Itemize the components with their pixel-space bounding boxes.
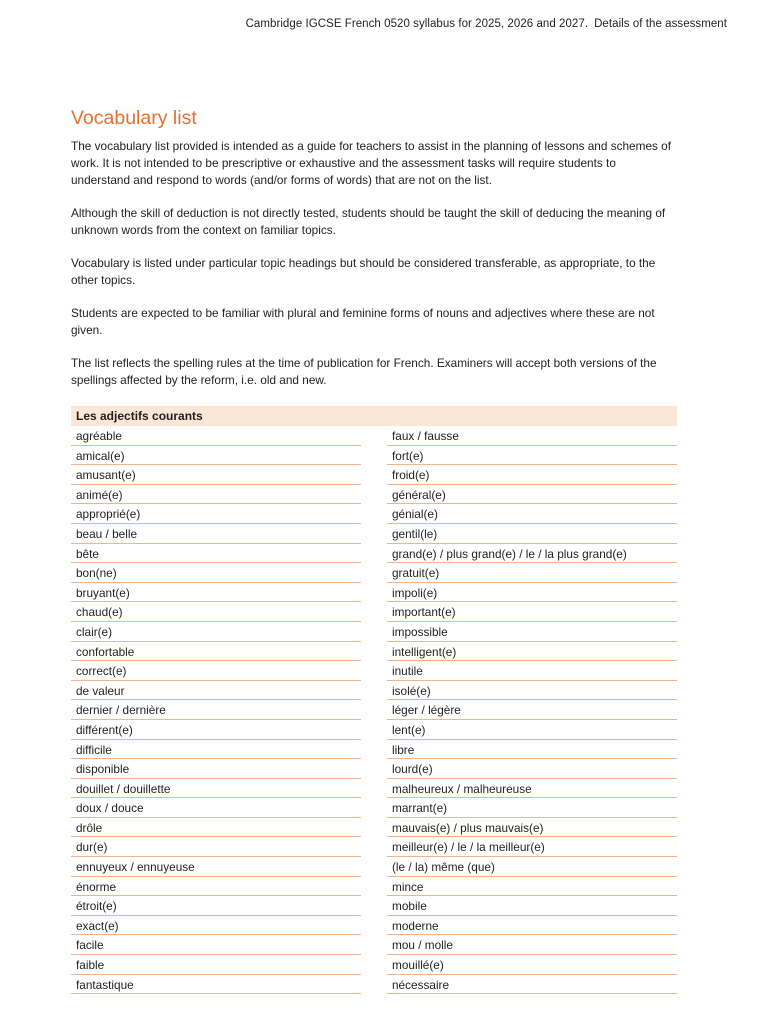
vocab-row: ennuyeux / ennuyeuse	[71, 857, 361, 877]
vocab-row: génial(e)	[387, 504, 677, 524]
vocab-row: drôle	[71, 818, 361, 838]
forms-paragraph: Students are expected to be familiar with plural and feminine forms of nouns and adjectives where these are not given.	[71, 306, 655, 337]
vocab-row: (le / la) même (que)	[387, 857, 677, 877]
vocab-row: lent(e)	[387, 720, 677, 740]
vocab-row: douillet / douillette	[71, 779, 361, 799]
vocab-row: général(e)	[387, 485, 677, 505]
vocab-row: malheureux / malheureuse	[387, 779, 677, 799]
intro-paragraph: The vocabulary list provided is intended as a guide for teachers to assist in the planning of lessons and schemes of work. It is not intended to be prescriptive or exhaustive and the assessment tasks will require students to understand and respond to words (and/or forms of words) that are not on the list.	[71, 139, 672, 187]
vocab-row: bête	[71, 544, 361, 564]
vocab-row: grand(e) / plus grand(e) / le / la plus grand(e)	[387, 544, 677, 564]
vocab-row: difficile	[71, 740, 361, 760]
spelling-paragraph: The list reflects the spelling rules at the time of publication for French. Examiners will accept both versions of the spellings affected by the reform, i.e. old and new.	[71, 356, 657, 387]
deduction-paragraph: Although the skill of deduction is not directly tested, students should be taught the skill of deducing the meaning of unknown words from the context on familiar topics.	[71, 206, 666, 237]
vocab-row: lourd(e)	[387, 759, 677, 779]
vocab-row: facile	[71, 935, 361, 955]
vocab-row: bon(ne)	[71, 563, 361, 583]
vocab-row: nécessaire	[387, 975, 677, 995]
vocab-row: isolé(e)	[387, 681, 677, 701]
vocab-row: impoli(e)	[387, 583, 677, 603]
vocab-row: faux / fausse	[387, 426, 677, 446]
vocab-row: énorme	[71, 877, 361, 897]
vocab-row: beau / belle	[71, 524, 361, 544]
vocab-row: clair(e)	[71, 622, 361, 642]
vocab-row: intelligent(e)	[387, 642, 677, 662]
vocab-row: marrant(e)	[387, 798, 677, 818]
vocab-row: doux / douce	[71, 798, 361, 818]
vocab-row: amical(e)	[71, 446, 361, 466]
vocab-row: gentil(le)	[387, 524, 677, 544]
vocab-row: libre	[387, 740, 677, 760]
vocab-row: froid(e)	[387, 465, 677, 485]
vocab-row: animé(e)	[71, 485, 361, 505]
topics-paragraph: Vocabulary is listed under particular topic headings but should be considered transferable, as appropriate, to the other topics.	[71, 256, 656, 287]
right-column	[387, 426, 677, 994]
vocab-row: amusant(e)	[71, 465, 361, 485]
running-header-section: Details of the assessment	[594, 18, 727, 30]
vocab-row: confortable	[71, 642, 361, 662]
table-heading: Les adjectifs courants	[71, 406, 677, 426]
vocab-row: approprié(e)	[71, 504, 361, 524]
vocab-row: gratuit(e)	[387, 563, 677, 583]
running-header-course: Cambridge IGCSE French 0520 syllabus for 2025, 2026 and 2027.	[245, 18, 589, 30]
page-title: Vocabulary list	[71, 107, 197, 129]
vocab-row: de valeur	[71, 681, 361, 701]
vocab-row: inutile	[387, 661, 677, 681]
vocab-row: léger / légère	[387, 700, 677, 720]
vocab-row: différent(e)	[71, 720, 361, 740]
vocab-row: mince	[387, 877, 677, 897]
vocab-row: impossible	[387, 622, 677, 642]
vocab-row: important(e)	[387, 602, 677, 622]
vocab-row: mou / molle	[387, 935, 677, 955]
vocab-row: disponible	[71, 759, 361, 779]
vocab-row: chaud(e)	[71, 602, 361, 622]
vocab-row: fantastique	[71, 975, 361, 995]
vocab-row: faible	[71, 955, 361, 975]
vocab-row: mouillé(e)	[387, 955, 677, 975]
vocab-row: mobile	[387, 896, 677, 916]
vocab-row: agréable	[71, 426, 361, 446]
vocab-row: moderne	[387, 916, 677, 936]
vocab-row: étroit(e)	[71, 896, 361, 916]
vocab-row: meilleur(e) / le / la meilleur(e)	[387, 837, 677, 857]
vocab-row: mauvais(e) / plus mauvais(e)	[387, 818, 677, 838]
left-column	[71, 426, 361, 994]
vocab-row: fort(e)	[387, 446, 677, 466]
vocabulary-table	[71, 406, 677, 994]
vocab-row: exact(e)	[71, 916, 361, 936]
vocab-row: correct(e)	[71, 661, 361, 681]
main-content	[71, 106, 677, 389]
vocab-row: dur(e)	[71, 837, 361, 857]
running-header	[246, 18, 727, 30]
vocab-row: bruyant(e)	[71, 583, 361, 603]
vocab-row: dernier / dernière	[71, 700, 361, 720]
